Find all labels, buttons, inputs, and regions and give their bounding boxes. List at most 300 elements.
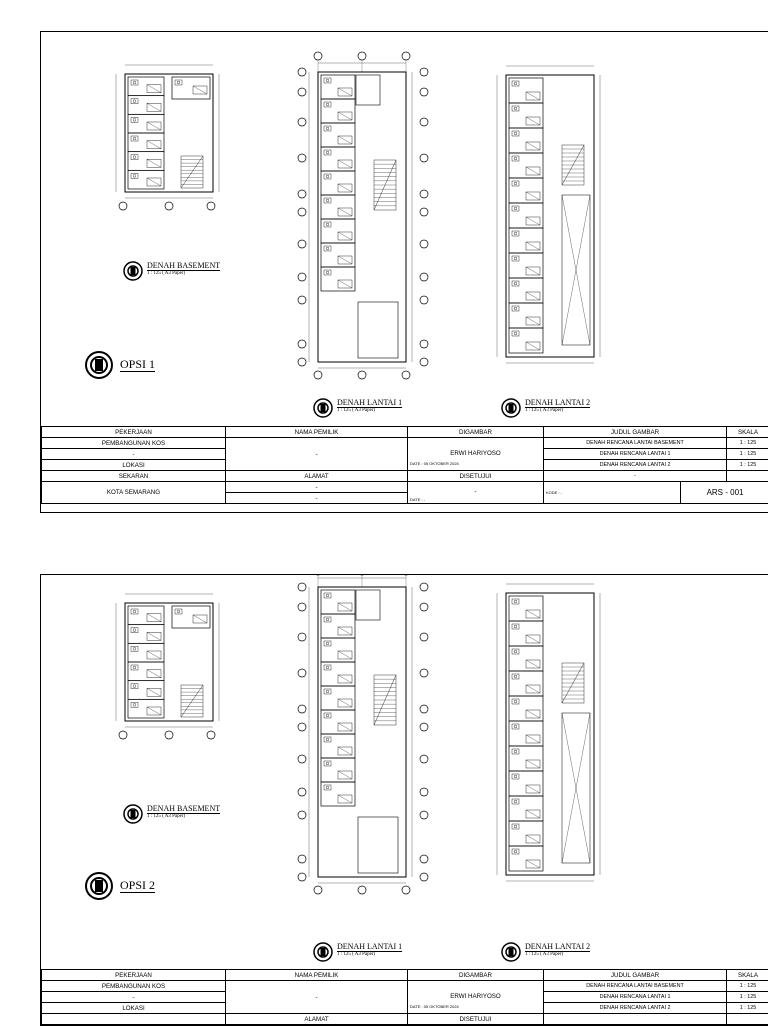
skala-1: 1 : 125: [727, 438, 768, 449]
plan-lantai-1: [298, 575, 428, 894]
grid-bubble: [420, 755, 428, 763]
toilet-fixture: [326, 738, 329, 741]
toilet-fixture: [512, 131, 519, 136]
toilet-fixture: [514, 625, 517, 628]
toilet-fixture: [512, 674, 519, 679]
grid-bubble: [298, 118, 306, 126]
grid-bubble: [420, 358, 428, 366]
date-drawn: DATE : 05 OKTOBER 2024: [408, 461, 543, 466]
toilet-fixture: [514, 775, 517, 778]
grid-bubble: [420, 208, 428, 216]
kode: KODE : -: [544, 482, 681, 504]
toilet-fixture: [324, 785, 331, 790]
room: [356, 75, 380, 105]
toilet-fixture: [131, 155, 138, 160]
toilet-fixture: [133, 685, 136, 688]
header-judul-gambar: JUDUL GAMBAR: [544, 970, 727, 981]
toilet-fixture: [512, 281, 519, 286]
grid-bubble: [420, 88, 428, 96]
toilet-fixture: [512, 256, 519, 261]
bed-fixture: [526, 610, 540, 618]
toilet-fixture: [512, 206, 519, 211]
room: [172, 606, 210, 628]
toilet-fixture: [326, 714, 329, 717]
grid-bubble: [420, 788, 428, 796]
toilet-fixture: [131, 99, 138, 104]
date-approved: DATE : -: [408, 497, 543, 502]
toilet-fixture: [326, 642, 329, 645]
grid-bubble: [119, 202, 127, 210]
grid-bubble: [298, 88, 306, 96]
toilet-fixture: [133, 81, 136, 84]
bed-fixture: [526, 685, 540, 693]
outer-wall: [318, 587, 406, 877]
plan-title-basement: DENAH BASEMENT 1 : 125 ( A3 Paper): [123, 804, 220, 824]
judul-lantai-2: DENAH RENCANA LANTAI 2: [544, 460, 727, 471]
judul-lantai-1: DENAH RENCANA LANTAI 1: [544, 449, 727, 460]
grid-bubble: [298, 633, 306, 641]
grid-bubble: [298, 788, 306, 796]
toilet-fixture: [514, 675, 517, 678]
bed-fixture: [147, 707, 161, 715]
bed-fixture: [338, 675, 352, 683]
header-judul-gambar: JUDUL GAMBAR: [544, 427, 727, 438]
toilet-fixture: [175, 80, 182, 85]
logo-icon: [123, 804, 143, 824]
toilet-fixture: [512, 749, 519, 754]
grid-bubble: [420, 68, 428, 76]
bed-fixture: [338, 747, 352, 755]
header-pekerjaan: PEKERJAAN: [42, 427, 226, 438]
grid-bubble: [298, 208, 306, 216]
toilet-fixture: [514, 132, 517, 135]
toilet-fixture: [512, 331, 519, 336]
bed-fixture: [338, 184, 352, 192]
toilet-fixture: [131, 684, 138, 689]
grid-bubble: [420, 273, 428, 281]
bed-fixture: [526, 760, 540, 768]
room: [128, 643, 164, 662]
plan-title-lantai-2: DENAH LANTAI 2 1 : 125 ( A3 Paper): [501, 942, 590, 962]
toilet-fixture: [131, 646, 138, 651]
header-lokasi: LOKASI: [42, 460, 226, 471]
digambar-cell: [408, 981, 544, 1014]
grid-bubble: [358, 371, 366, 379]
bed-fixture: [193, 86, 207, 94]
toilet-fixture: [514, 650, 517, 653]
toilet-fixture: [324, 150, 331, 155]
judul-lantai-1: DENAH RENCANA LANTAI 1: [544, 992, 727, 1003]
header-digambar: DIGAMBAR: [408, 427, 544, 438]
grid-bubble: [298, 296, 306, 304]
judul-basement: DENAH RENCANA LANTAI BASEMENT: [544, 438, 727, 449]
option-label: [84, 871, 155, 901]
toilet-fixture: [514, 157, 517, 160]
outer-wall: [318, 72, 406, 362]
toilet-fixture: [514, 107, 517, 110]
grid-bubble: [420, 723, 428, 731]
toilet-fixture: [324, 270, 331, 275]
skala-2: 1 : 125: [727, 449, 768, 460]
toilet-fixture: [512, 306, 519, 311]
toilet-fixture: [131, 80, 138, 85]
header-lokasi: LOKASI: [42, 1003, 226, 1014]
alamat-value-2: -: [226, 493, 408, 504]
toilet-fixture: [514, 725, 517, 728]
toilet-fixture: [512, 724, 519, 729]
toilet-fixture: [133, 647, 136, 650]
toilet-fixture: [326, 223, 329, 226]
grid-bubble: [420, 240, 428, 248]
grid-bubble: [298, 755, 306, 763]
toilet-fixture: [326, 199, 329, 202]
bed-fixture: [338, 771, 352, 779]
grid-bubble: [298, 873, 306, 881]
bed-fixture: [526, 342, 540, 350]
header-disetujui: DISETUJUI: [408, 1014, 544, 1025]
header-nama-pemilik: NAMA PEMILIK: [226, 970, 408, 981]
toilet-fixture: [514, 332, 517, 335]
alamat-value-1: -: [226, 482, 408, 493]
toilet-fixture: [133, 666, 136, 669]
pekerjaan-value: PEMBANGUNAN KOS: [42, 438, 226, 449]
bed-fixture: [526, 242, 540, 250]
bed-fixture: [338, 795, 352, 803]
bed-fixture: [147, 614, 161, 622]
grid-bubble: [298, 855, 306, 863]
toilet-fixture: [514, 800, 517, 803]
plan-title-lantai-2: DENAH LANTAI 2 1 : 125 ( A3 Paper): [501, 398, 590, 418]
plan-lantai-1: [298, 52, 428, 379]
pekerjaan-value-2: -: [42, 992, 226, 1003]
bed-fixture: [147, 85, 161, 93]
grid-bubble: [119, 731, 127, 739]
pemilik-value: -: [226, 438, 408, 471]
disetujui-value: -: [408, 483, 543, 497]
grid-bubble: [298, 811, 306, 819]
drawing-number: ARS - 001: [681, 482, 768, 504]
toilet-fixture: [514, 700, 517, 703]
pekerjaan-value-2: -: [42, 449, 226, 460]
grid-bubble: [420, 340, 428, 348]
toilet-fixture: [324, 641, 331, 646]
lokasi-value-1: SEKARAN: [42, 471, 226, 482]
toilet-fixture: [512, 849, 519, 854]
bed-fixture: [338, 627, 352, 635]
toilet-fixture: [324, 737, 331, 742]
skala-2: 1 : 125: [727, 992, 768, 1003]
toilet-fixture: [512, 106, 519, 111]
toilet-fixture: [514, 282, 517, 285]
plan-title-lantai-1: DENAH LANTAI 1 1 : 125 ( A3 Paper): [313, 398, 402, 418]
toilet-fixture: [326, 666, 329, 669]
toilet-fixture: [324, 593, 331, 598]
header-alamat: ALAMAT: [226, 471, 408, 482]
grid-bubble: [420, 873, 428, 881]
bed-fixture: [526, 635, 540, 643]
logo-icon: [84, 350, 114, 380]
bed-fixture: [147, 632, 161, 640]
toilet-fixture: [133, 703, 136, 706]
plan-basement: [116, 65, 219, 210]
grid-bubble: [420, 669, 428, 677]
grid-bubble: [298, 358, 306, 366]
judul-lantai-2: DENAH RENCANA LANTAI 2: [544, 1003, 727, 1014]
toilet-fixture: [324, 617, 331, 622]
bed-fixture: [526, 142, 540, 150]
toilet-fixture: [512, 81, 519, 86]
grid-bubble: [314, 52, 322, 60]
date-drawn: DATE : 05 OKTOBER 2024: [408, 1004, 543, 1009]
toilet-fixture: [324, 78, 331, 83]
grid-bubble: [420, 154, 428, 162]
outer-wall: [506, 75, 594, 357]
toilet-fixture: [133, 137, 136, 140]
toilet-fixture: [514, 750, 517, 753]
grid-bubble: [420, 118, 428, 126]
toilet-fixture: [512, 649, 519, 654]
toilet-fixture: [512, 824, 519, 829]
option-label: [84, 350, 155, 380]
bed-fixture: [193, 615, 207, 623]
grid-bubble: [298, 340, 306, 348]
toilet-fixture: [512, 699, 519, 704]
bed-fixture: [338, 112, 352, 120]
toilet-fixture: [514, 600, 517, 603]
header-skala: SKALA: [727, 970, 768, 981]
toilet-fixture: [324, 222, 331, 227]
toilet-fixture: [326, 151, 329, 154]
outer-wall: [506, 593, 594, 875]
toilet-fixture: [177, 610, 180, 613]
grid-bubble: [298, 723, 306, 731]
bed-fixture: [338, 280, 352, 288]
digambar-cell: [408, 438, 544, 471]
toilet-fixture: [326, 127, 329, 130]
skala-3: 1 : 125: [727, 460, 768, 471]
digambar-value: ERWI HARIYOSO: [408, 986, 543, 1004]
grid-bubble: [420, 583, 428, 591]
judul-extra: -: [544, 471, 727, 482]
bed-fixture: [526, 860, 540, 868]
lokasi-value-cell: [42, 482, 226, 504]
toilet-fixture: [326, 786, 329, 789]
toilet-fixture: [324, 126, 331, 131]
grid-bubble: [298, 154, 306, 162]
plan-title-lantai-1: DENAH LANTAI 1 1 : 125 ( A3 Paper): [313, 942, 402, 962]
bed-fixture: [526, 217, 540, 225]
toilet-fixture: [133, 118, 136, 121]
grid-bubble: [314, 371, 322, 379]
toilet-fixture: [131, 665, 138, 670]
grid-bubble: [298, 669, 306, 677]
toilet-fixture: [324, 689, 331, 694]
toilet-fixture: [131, 702, 138, 707]
toilet-fixture: [512, 599, 519, 604]
toilet-fixture: [512, 799, 519, 804]
bed-fixture: [147, 103, 161, 111]
grid-bubble: [298, 603, 306, 611]
toilet-fixture: [133, 629, 136, 632]
plan-basement: [116, 594, 219, 739]
toilet-fixture: [324, 198, 331, 203]
toilet-fixture: [512, 774, 519, 779]
toilet-fixture: [131, 173, 138, 178]
bed-fixture: [526, 735, 540, 743]
bed-fixture: [338, 88, 352, 96]
lokasi-value-2: KOTA SEMARANG: [42, 489, 225, 496]
grid-bubble: [298, 190, 306, 198]
logo-icon: [313, 942, 333, 962]
drawing-sheet-opsi-2: [40, 574, 768, 1026]
logo-icon: [313, 398, 333, 418]
header-digambar: DIGAMBAR: [408, 970, 544, 981]
title-block: [41, 426, 768, 504]
stair-arrow: [181, 685, 203, 717]
bed-fixture: [147, 651, 161, 659]
bed-fixture: [526, 710, 540, 718]
header-nama-pemilik: NAMA PEMILIK: [226, 427, 408, 438]
pemilik-value: -: [226, 981, 408, 1014]
header-pekerjaan: PEKERJAAN: [42, 970, 226, 981]
grid-bubble: [298, 68, 306, 76]
option-title: OPSI 2: [120, 879, 155, 893]
toilet-fixture: [326, 594, 329, 597]
stair-arrow: [181, 156, 203, 188]
grid-bubble: [207, 731, 215, 739]
bed-fixture: [526, 810, 540, 818]
room: [128, 662, 164, 681]
bed-fixture: [338, 699, 352, 707]
toilet-fixture: [512, 156, 519, 161]
toilet-fixture: [512, 624, 519, 629]
room: [172, 77, 210, 99]
grid-bubble: [298, 705, 306, 713]
bed-fixture: [526, 92, 540, 100]
toilet-fixture: [514, 207, 517, 210]
toilet-fixture: [514, 82, 517, 85]
title-block: [41, 969, 768, 1025]
bed-fixture: [147, 670, 161, 678]
grid-bubble: [420, 190, 428, 198]
grid-bubble: [298, 240, 306, 248]
bed-fixture: [338, 603, 352, 611]
toilet-fixture: [326, 618, 329, 621]
room: [128, 699, 164, 718]
bed-fixture: [147, 141, 161, 149]
toilet-fixture: [326, 79, 329, 82]
toilet-fixture: [514, 307, 517, 310]
grid-bubble: [420, 633, 428, 641]
toilet-fixture: [326, 271, 329, 274]
disetujui-cell: [408, 482, 544, 504]
toilet-fixture: [324, 246, 331, 251]
floor-plans-drawing: [41, 575, 768, 970]
toilet-fixture: [512, 231, 519, 236]
bed-fixture: [147, 178, 161, 186]
header-disetujui: DISETUJUI: [408, 471, 544, 482]
grid-bubble: [314, 886, 322, 894]
grid-bubble: [402, 371, 410, 379]
toilet-fixture: [133, 100, 136, 103]
grid-bubble: [402, 886, 410, 894]
toilet-fixture: [131, 136, 138, 141]
drawing-sheet-opsi-1: [40, 31, 768, 513]
toilet-fixture: [514, 850, 517, 853]
room: [358, 817, 398, 873]
bed-fixture: [526, 117, 540, 125]
toilet-fixture: [324, 761, 331, 766]
toilet-fixture: [131, 117, 138, 122]
digambar-value: ERWI HARIYOSO: [408, 443, 543, 461]
bed-fixture: [147, 159, 161, 167]
bed-fixture: [147, 122, 161, 130]
room: [128, 606, 164, 625]
bed-fixture: [526, 660, 540, 668]
bed-fixture: [338, 136, 352, 144]
toilet-fixture: [514, 825, 517, 828]
toilet-fixture: [133, 156, 136, 159]
header-skala: SKALA: [727, 427, 768, 438]
logo-icon: [84, 871, 114, 901]
grid-bubble: [402, 52, 410, 60]
option-title: OPSI 1: [120, 358, 155, 372]
bed-fixture: [338, 208, 352, 216]
bed-fixture: [338, 232, 352, 240]
logo-icon: [501, 398, 521, 418]
plan-title-basement: DENAH BASEMENT 1 : 125 ( A3 Paper): [123, 261, 220, 281]
skala-1: 1 : 125: [727, 981, 768, 992]
bed-fixture: [526, 167, 540, 175]
grid-bubble: [420, 705, 428, 713]
room: [356, 590, 380, 620]
toilet-fixture: [131, 628, 138, 633]
grid-bubble: [420, 855, 428, 863]
toilet-fixture: [131, 609, 138, 614]
grid-bubble: [165, 731, 173, 739]
header-alamat: ALAMAT: [226, 1014, 408, 1025]
grid-bubble: [298, 273, 306, 281]
toilet-fixture: [326, 103, 329, 106]
toilet-fixture: [324, 713, 331, 718]
toilet-fixture: [326, 762, 329, 765]
grid-bubble: [298, 583, 306, 591]
toilet-fixture: [324, 665, 331, 670]
toilet-fixture: [324, 102, 331, 107]
bed-fixture: [338, 651, 352, 659]
judul-basement: DENAH RENCANA LANTAI BASEMENT: [544, 981, 727, 992]
bed-fixture: [147, 688, 161, 696]
toilet-fixture: [324, 174, 331, 179]
bed-fixture: [526, 785, 540, 793]
grid-bubble: [358, 52, 366, 60]
toilet-fixture: [133, 174, 136, 177]
bed-fixture: [526, 292, 540, 300]
toilet-fixture: [514, 232, 517, 235]
plan-lantai-2: [497, 584, 600, 881]
toilet-fixture: [175, 609, 182, 614]
skala-3: 1 : 125: [727, 1003, 768, 1014]
toilet-fixture: [512, 181, 519, 186]
grid-bubble: [165, 202, 173, 210]
toilet-fixture: [326, 690, 329, 693]
toilet-fixture: [326, 247, 329, 250]
toilet-fixture: [326, 175, 329, 178]
bed-fixture: [526, 317, 540, 325]
toilet-fixture: [177, 81, 180, 84]
grid-bubble: [420, 603, 428, 611]
pekerjaan-value: PEMBANGUNAN KOS: [42, 981, 226, 992]
